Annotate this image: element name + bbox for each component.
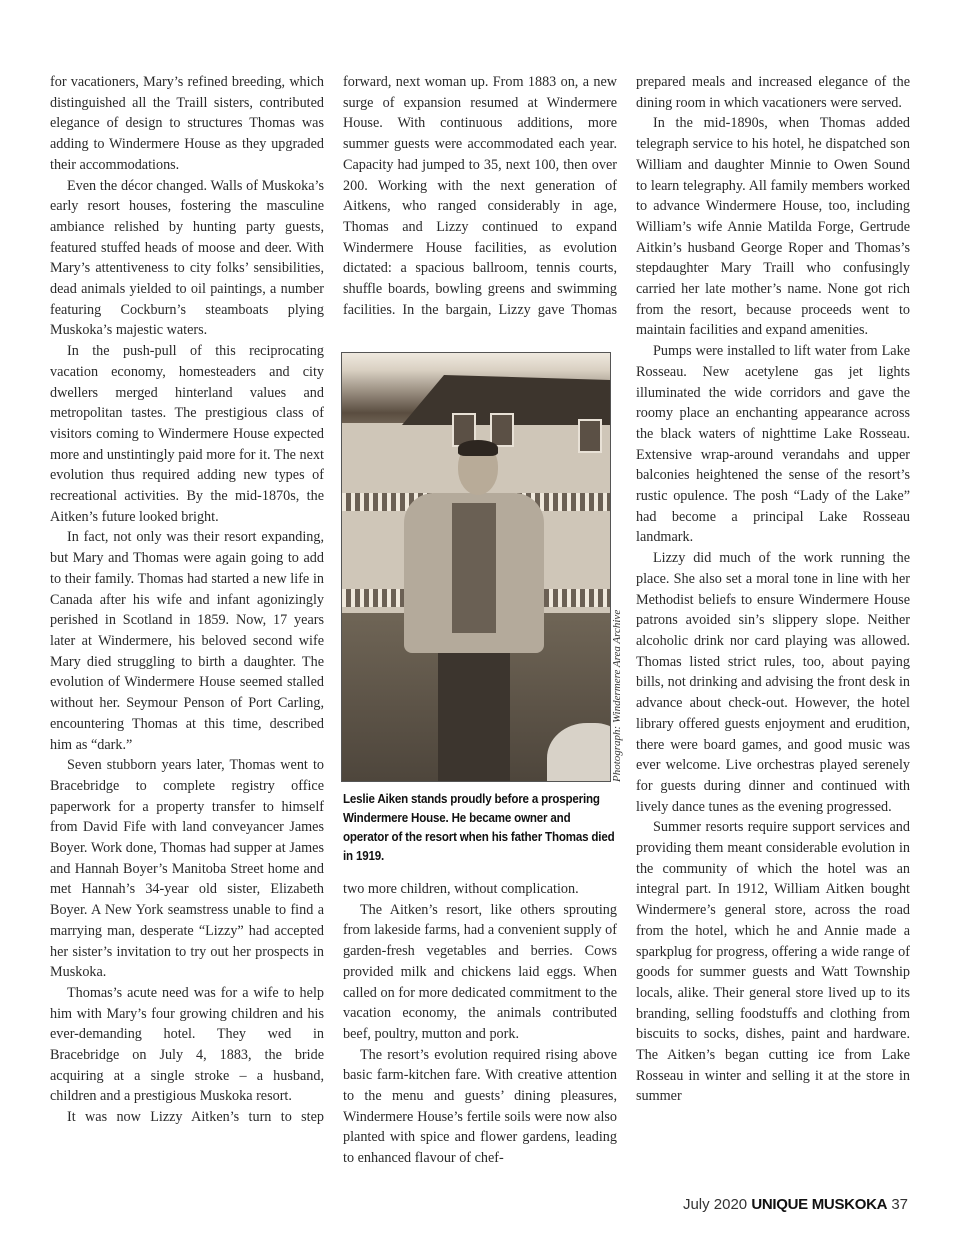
paragraph: Thomas’s acute need was for a wife to help him with Mary’s four growing children and his ever-demanding hotel. They wed in Bracebridge on July 4, 1883, the bride acquiring at a single stroke – a husband, children and a prestigious Muskoka resort. [50, 984, 324, 1105]
article-column-2-bottom [343, 879, 617, 1169]
paragraph: In fact, not only was their resort expanding, but Mary and Thomas were again going to add to their family. Thomas had started a new life in Canada after his wife and infant agonizingly perished in Scotland in 1859. Now, 17 years later at Windermere, his beloved second wife Mary died struggling to birth a daughter. The evolution of Windermere House seemed stalled without her. Seymour Penson of Port Carling, encountering Thomas at this time, described him as “dark.” [50, 529, 324, 753]
page-footer [683, 1196, 908, 1213]
paragraph: forward, next woman up. From 1883 on, a new surge of expansion resumed at Windermere House. With continuous additions, more summer guests were accommodated each year. Capacity had jumped to 35, next 100, then over 200. Working with the next generation of Aitkens, who ranged considerably in age, Thomas and Lizzy continued to expand Windermere House facilities, as evolution dictated: a spacious ballroom, tennis courts, shuffle boards, bowling greens and swimming facilities. In the bargain, Lizzy gave Thomas [343, 74, 617, 318]
paragraph: Even the décor changed. Walls of Muskoka’s early resort houses, fostering the masculine ambiance relished by hunting party guests, featured stuffed heads of moose and deer. With Mary’s attentiveness to city folks’ sensibilities, dead animals yielded to oil paintings, a number featuring Cockburn’s steamboats plying Muskoka’s majestic waters. [50, 177, 324, 339]
photo-window [490, 413, 514, 447]
article-column-3 [636, 72, 910, 1107]
article-column-1 [50, 72, 324, 1128]
photo-caption: Leslie Aiken stands proudly before a prospering Windermere House. He became owner and operator of the resort when his father Thomas died in 1919. [343, 792, 615, 863]
paragraph: for vacationers, Mary’s refined breeding, which distinguished all the Traill sisters, contributed elegance of design to structures Thomas was adding to Windermere House as they upgraded their accommodations. [50, 74, 324, 173]
issue-date: July 2020 [682, 1196, 748, 1213]
paragraph: The resort’s evolution required rising above basic farm-kitchen fare. With creative attention to the menu and guests’ dining pleasures, Windermere House’s fertile soils were now also planted with spice and flower gardens, leading to enhanced flavour of chef- [343, 1046, 617, 1167]
paragraph: Seven stubborn years later, Thomas went to Bracebridge to complete registry office paperwork for a property transfer to himself from David Fife with land conveyancer James Boyer. Work done, Thomas had supper at James and Hannah Boyer’s Manitoba Street home and met Hannah’s 34-year old sister, Elizabeth Boyer. A New York seamstress unable to find a marrying man, desperate “Lizzy” had accepted her sister’s invitation to try out her prospects in Muskoka. [50, 757, 324, 981]
paragraph: It was now Lizzy Aitken’s turn to step [67, 1109, 324, 1126]
page-number: 37 [891, 1196, 908, 1213]
article-column-2-top [343, 72, 617, 320]
paragraph: In the mid-1890s, when Thomas added telegraph service to his hotel, he dispatched son William and daughter Minnie to Owen Sound to learn telegraphy. All family members worked to advance Windermere House, too, including William’s wife Annie Matilda Forge, Gertrude Aitkin’s husband George Roper and Thomas’s stepdaughter Mary Traill who confusingly carried her late mother’s name. None got rich from the resort, because proceeds went to maintain facilities and expand amenities. [636, 115, 910, 339]
article-photo [341, 352, 611, 782]
paragraph: prepared meals and increased elegance of the dining room in which vacationers were served. [636, 74, 910, 111]
paragraph: Summer resorts require support services and providing them meant considerable evolution in the community of which the hotel was an integral part. In 1912, William Aitken bought Windermere’s general store, across the road from the hotel, which he and Annie made a sparkplug for progress, offering a wide range of goods for summer guests and Watt Township locals, alike. Their general store lived up to its branding, selling foodstuffs and clothing from biscuits to socks, dishes, paint and hardware. The Aitken’s began cutting ice from Lake Rosseau in winter and selling it at the store in summer [636, 819, 910, 1105]
paragraph: The Aitken’s resort, like others sprouting from lakeside farms, had a convenient supply of garden-fresh vegetables and berries. Cows provided milk and chickens laid eggs. When called on for more dedicated commitment to the vacation economy, the animals contributed beef, poultry, mutton and pork. [343, 901, 617, 1042]
photo-window [578, 419, 602, 453]
photo-credit: Photograph: Windermere Area Archive [611, 609, 623, 782]
paragraph: In the push-pull of this reciprocating vacation economy, homesteaders and city dwellers merged hinterland values and metropolitan tastes. The prestigious class of visitors coming to Windermere House expected more and unstintingly paid more for it. The next evolution thus required adding new types of recreational activities. By the mid-1870s, the Aitken’s future looked bright. [50, 343, 324, 525]
paragraph: Lizzy did much of the work running the place. She also set a moral tone in line with her Methodist beliefs to ensure Windermere House patrons avoided sin’s slippery slope. Neither alcoholic drink nor card playing was allowed. Thomas listed strict rules, too, about paying bills, not drinking and advising the front desk in advance about check-out. However, the hotel library offered guests enjoyment and erudition, there were board games, and good music was ever welcome. Live orchestras played serenely for guests during dinner and continued with lively dance tunes as the evening progressed. [636, 550, 910, 815]
paragraph: two more children, without complication. [343, 881, 579, 897]
photo-man-trousers [438, 649, 510, 781]
publication-name: UNIQUE MUSKOKA [751, 1196, 888, 1213]
photo-man-hair [458, 440, 498, 456]
photo-man-vest [452, 503, 496, 633]
paragraph: Pumps were installed to lift water from Lake Rosseau. New acetylene gas jet lights illuminated the wide corridors and gave the roomy place an enchanting appearance across the black waters of nighttime Lake Rosseau. Extensive wrap-around verandahs and upper balconies heightened the sense of the resort’s rustic opulence. The posh “Lady of the Lake” had become a principal Lake Rosseau landmark. [636, 343, 910, 546]
